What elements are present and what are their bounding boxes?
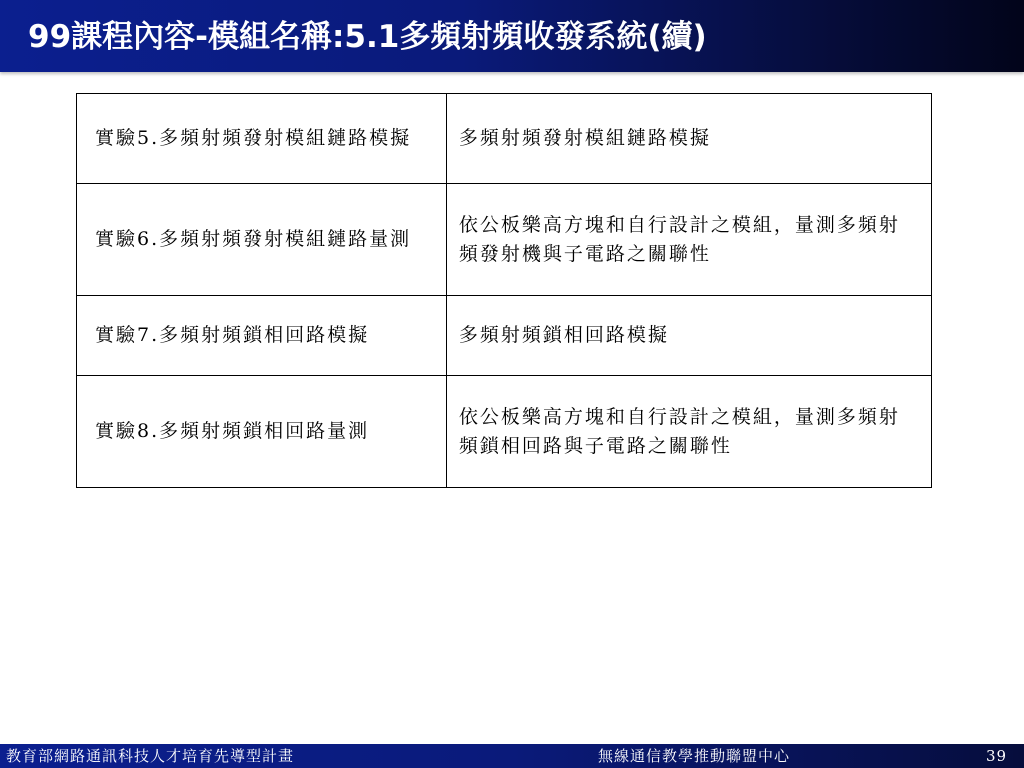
experiment-cell: 實驗8.多頻射頻鎖相回路量測 bbox=[77, 376, 447, 488]
description-cell: 依公板樂高方塊和自行設計之模組，量測多頻射頻鎖相回路與子電路之關聯性 bbox=[446, 376, 931, 488]
table-row bbox=[77, 296, 932, 376]
table-row bbox=[77, 376, 932, 488]
slide-footer bbox=[0, 744, 1024, 768]
description-cell: 多頻射頻發射模組鏈路模擬 bbox=[446, 94, 931, 184]
experiment-cell: 實驗5.多頻射頻發射模組鏈路模擬 bbox=[77, 94, 447, 184]
slide-title-bar bbox=[0, 0, 1024, 72]
table-row bbox=[77, 184, 932, 296]
footer-center-name: 無線通信教學推動聯盟中心 bbox=[598, 747, 791, 765]
description-cell: 多頻射頻鎖相回路模擬 bbox=[446, 296, 931, 376]
slide-title: 99課程內容-模組名稱:5.1多頻射頻收發系統(續) bbox=[28, 19, 707, 55]
experiment-cell: 實驗6.多頻射頻發射模組鏈路量測 bbox=[77, 184, 447, 296]
description-cell: 依公板樂高方塊和自行設計之模組，量測多頻射頻發射機與子電路之關聯性 bbox=[446, 184, 931, 296]
footer-program-name: 教育部網路通訊科技人才培育先導型計畫 bbox=[6, 747, 295, 765]
experiment-cell: 實驗7.多頻射頻鎖相回路模擬 bbox=[77, 296, 447, 376]
page-number: 39 bbox=[986, 747, 1008, 765]
table-row bbox=[77, 94, 932, 184]
experiment-table bbox=[76, 93, 932, 488]
